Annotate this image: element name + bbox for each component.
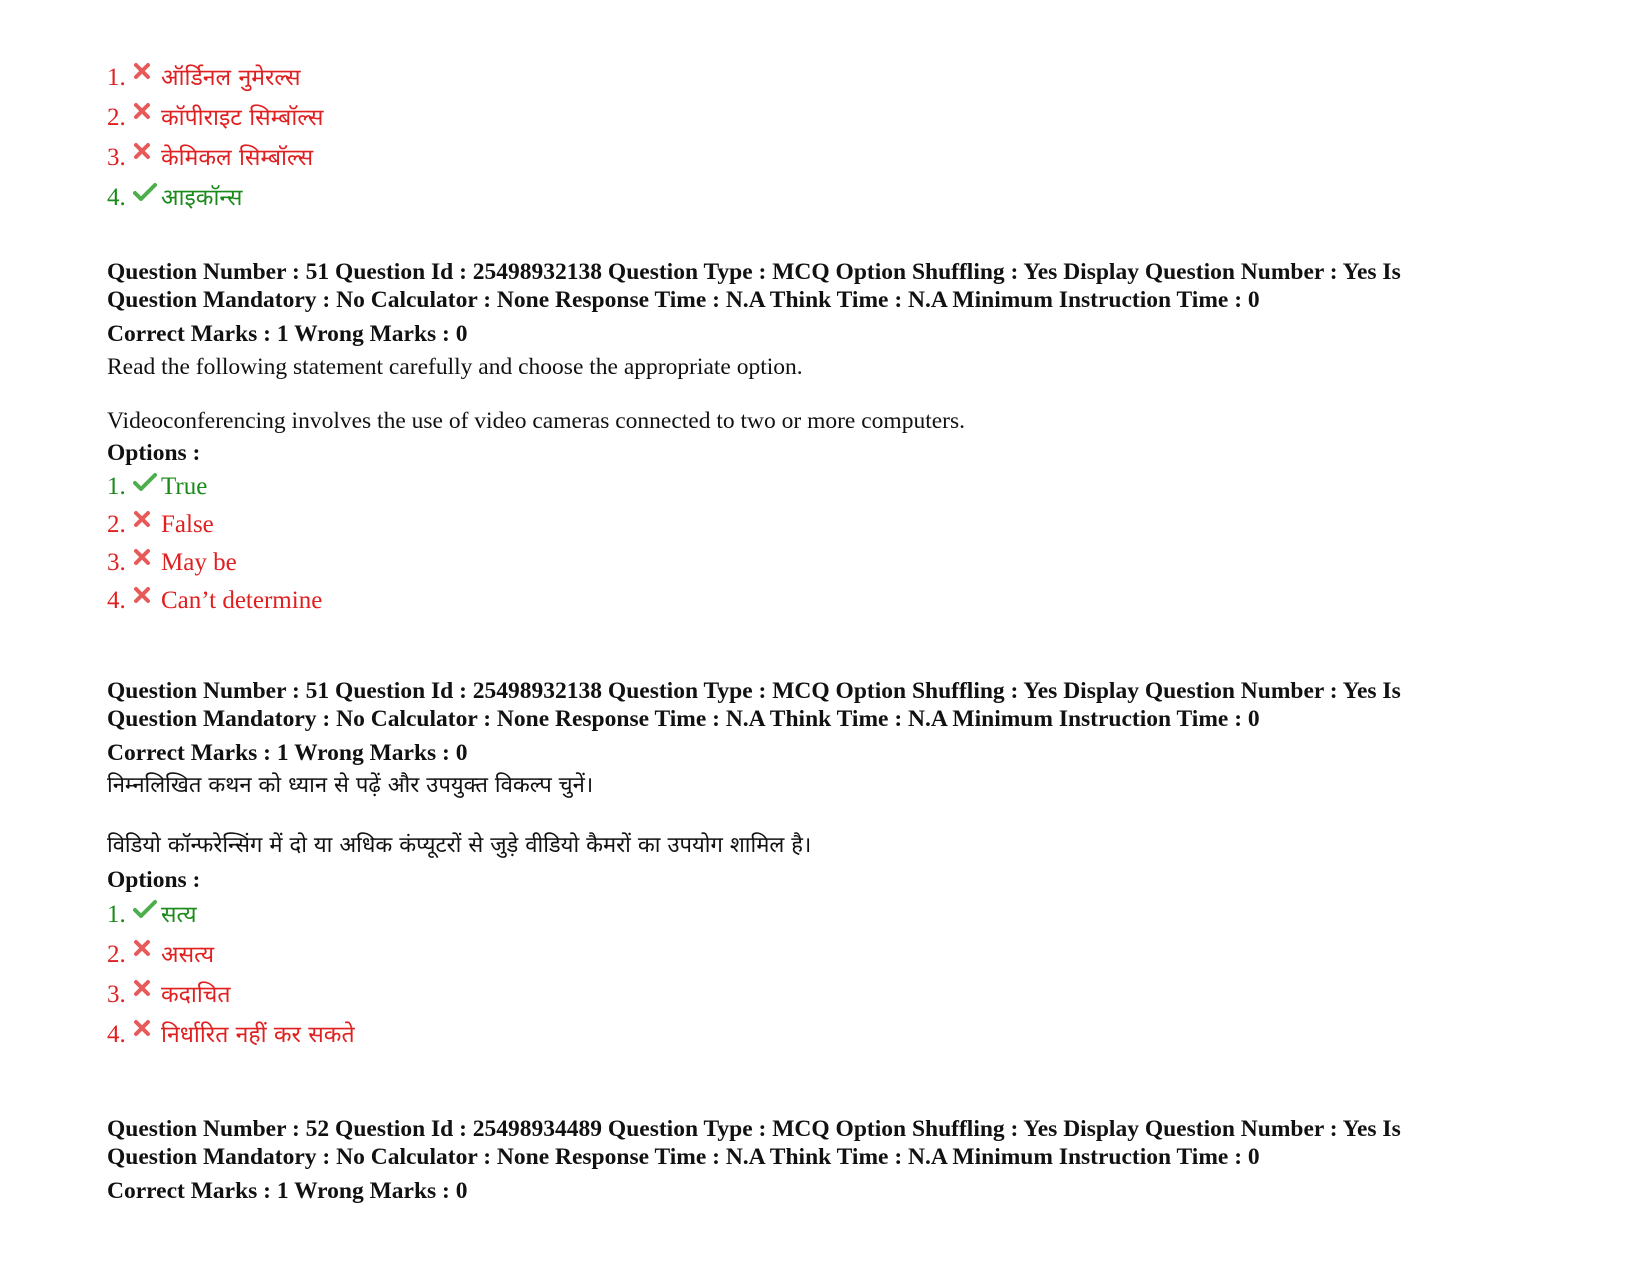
option-text: असत्य <box>161 942 215 968</box>
option-row <box>107 935 1587 975</box>
question-meta-line-1: Question Number : 52 Question Id : 25498934489 Question Type : MCQ Option Shuffling : Yes Display Question Number : Yes Is <box>107 1116 1401 1142</box>
option-text: ऑर्डिनल नुमेरल्स <box>161 65 301 91</box>
option-number: 4. <box>107 587 126 614</box>
question-marks: Correct Marks : 1 Wrong Marks : 0 <box>107 321 468 347</box>
question-marks: Correct Marks : 1 Wrong Marks : 0 <box>107 1178 468 1204</box>
option-text: True <box>161 473 208 500</box>
option-row <box>107 468 1587 506</box>
option-row <box>107 1015 1587 1055</box>
option-text: केमिकल सिम्बॉल्स <box>161 145 314 171</box>
option-number: 4. <box>107 1021 126 1048</box>
option-text: False <box>161 511 214 538</box>
check-icon <box>133 468 161 506</box>
option-row <box>107 975 1587 1015</box>
option-row <box>107 506 1587 544</box>
question-meta-line-2: Question Mandatory : No Calculator : None Response Time : N.A Think Time : N.A Minimum Instruction Time : 0 <box>107 706 1260 732</box>
option-number: 3. <box>107 549 126 576</box>
options-heading: Options : <box>107 440 201 466</box>
option-text: सत्य <box>161 902 197 928</box>
option-number: 2. <box>107 511 126 538</box>
question-52 <box>107 1115 1587 1205</box>
question-statement: विडियो कॉन्फरेन्सिंग में दो या अधिक कंप्यूटरों से जुड़े वीडियो कैमरों का उपयोग शामिल है। <box>107 833 812 858</box>
cross-icon <box>133 1015 161 1055</box>
check-icon <box>133 178 161 218</box>
cross-icon <box>133 98 161 138</box>
option-row <box>107 138 1587 178</box>
check-icon <box>133 895 161 935</box>
option-number: 1. <box>107 901 126 928</box>
option-number: 2. <box>107 941 126 968</box>
question-meta-line-2: Question Mandatory : No Calculator : None Response Time : N.A Think Time : N.A Minimum Instruction Time : 0 <box>107 1144 1260 1170</box>
option-text: कॉपीराइट सिम्बॉल्स <box>161 105 324 131</box>
question-statement: Videoconferencing involves the use of video cameras connected to two or more computers. <box>107 408 966 434</box>
cross-icon <box>133 138 161 178</box>
option-row <box>107 98 1587 138</box>
option-row <box>107 895 1587 935</box>
cross-icon <box>133 582 161 620</box>
option-text: निर्धारित नहीं कर सकते <box>161 1022 355 1048</box>
option-number: 1. <box>107 473 126 500</box>
question-marks: Correct Marks : 1 Wrong Marks : 0 <box>107 740 468 766</box>
cross-icon <box>133 544 161 582</box>
cross-icon <box>133 58 161 98</box>
option-number: 3. <box>107 144 126 171</box>
cross-icon <box>133 975 161 1015</box>
option-row <box>107 58 1587 98</box>
option-text: Can’t determine <box>161 587 323 614</box>
option-number: 3. <box>107 981 126 1008</box>
question-51-hindi <box>107 677 1587 1055</box>
question-meta-line-1: Question Number : 51 Question Id : 25498932138 Question Type : MCQ Option Shuffling : Yes Display Question Number : Yes Is <box>107 259 1401 285</box>
option-text: आइकॉन्स <box>161 185 243 211</box>
option-text: May be <box>161 549 237 576</box>
question-meta-line-2: Question Mandatory : No Calculator : None Response Time : N.A Think Time : N.A Minimum Instruction Time : 0 <box>107 287 1260 313</box>
question-51-english <box>107 258 1587 620</box>
option-row <box>107 544 1587 582</box>
question-instruction: निम्नलिखित कथन को ध्यान से पढ़ें और उपयुक्त विकल्प चुनें। <box>107 773 594 798</box>
option-row <box>107 178 1587 218</box>
options-heading: Options : <box>107 867 201 893</box>
question-instruction: Read the following statement carefully and choose the appropriate option. <box>107 354 803 380</box>
option-number: 4. <box>107 184 126 211</box>
option-row <box>107 582 1587 620</box>
cross-icon <box>133 506 161 544</box>
option-number: 2. <box>107 104 126 131</box>
question-meta-line-1: Question Number : 51 Question Id : 25498932138 Question Type : MCQ Option Shuffling : Yes Display Question Number : Yes Is <box>107 678 1401 704</box>
option-number: 1. <box>107 64 126 91</box>
previous-question-options <box>107 58 1587 218</box>
cross-icon <box>133 935 161 975</box>
option-text: कदाचित <box>161 982 231 1008</box>
